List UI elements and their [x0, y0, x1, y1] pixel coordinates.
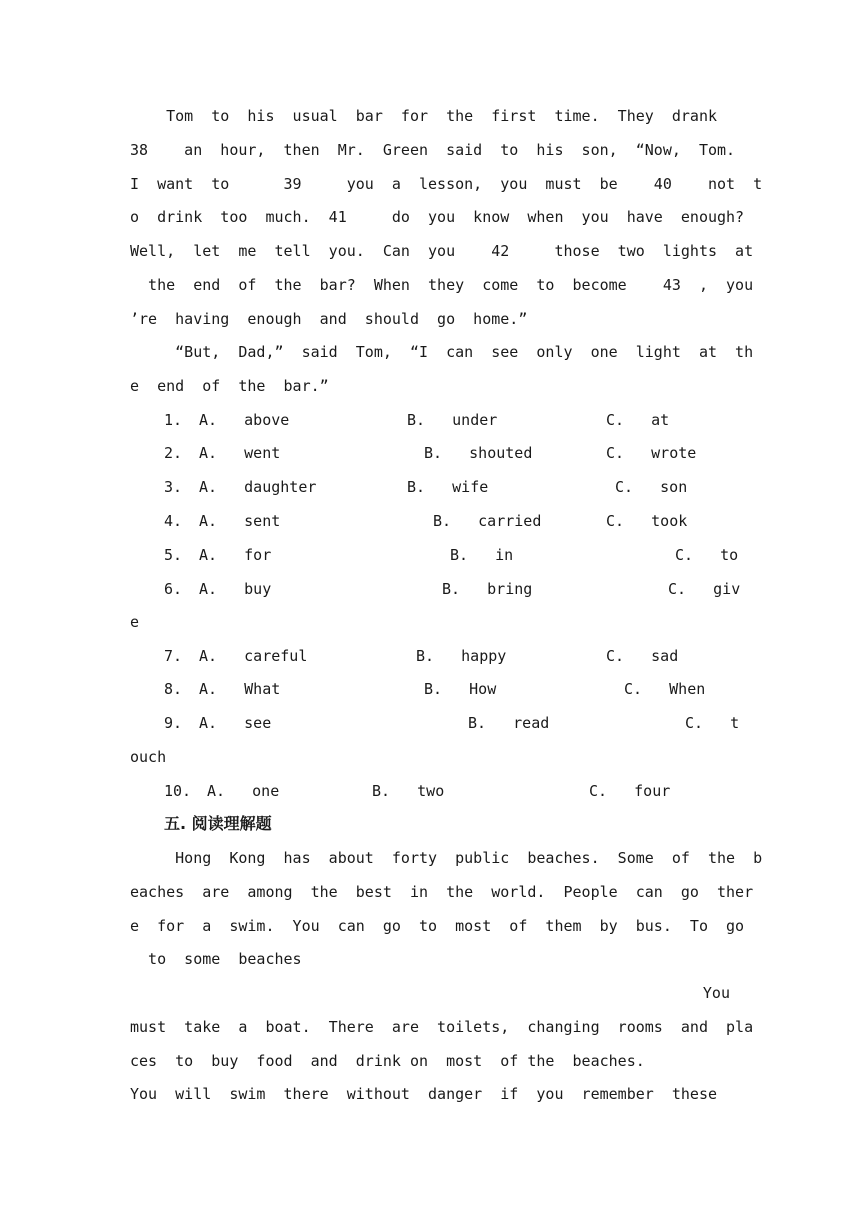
reading-line: to some beaches: [130, 950, 302, 968]
option-c: C. son: [615, 478, 688, 496]
reading-line: must take a boat. There are toilets, changing rooms and pla: [130, 1018, 754, 1036]
question-row: [130, 672, 730, 706]
question-number: 4.: [164, 512, 183, 530]
option-a: A. daughter: [199, 478, 317, 496]
question-number: 9.: [164, 714, 183, 732]
passage-line: e end of the bar.”: [130, 377, 329, 395]
reading-line: eaches are among the best in the world. People can go ther: [130, 883, 754, 901]
passage-line: Tom to his usual bar for the first time. They drank: [130, 107, 717, 125]
question-row: [130, 639, 730, 673]
option-c: C. wrote: [606, 444, 697, 462]
passage-line: o drink too much. 41 do you know when you have enough?: [130, 208, 745, 226]
option-b: B. happy: [416, 647, 507, 665]
question-row-continuation: [130, 605, 730, 639]
option-a: A. sent: [199, 512, 281, 530]
question-number: 6.: [164, 580, 183, 598]
question-row: [130, 504, 730, 538]
reading-line: ces to buy food and drink on most of the beaches.: [130, 1052, 645, 1070]
question-number: 1.: [164, 411, 183, 429]
option-c: C. giv: [668, 580, 741, 598]
question-number: 7.: [164, 647, 183, 665]
question-row: [130, 538, 739, 572]
option-c: C. took: [606, 512, 688, 530]
question-row: [130, 470, 730, 504]
question-row: [130, 403, 730, 437]
passage-line: “But, Dad,” said Tom, “I can see only one light at th: [130, 343, 754, 361]
option-c-continuation: ouch: [130, 748, 167, 766]
passage-line: I want to 39 you a lesson, you must be 40 not t: [130, 175, 763, 193]
option-c: C. t: [685, 714, 740, 732]
option-a: A. above: [199, 411, 290, 429]
option-a: A. What: [199, 680, 281, 698]
question-number: 10.: [164, 782, 192, 800]
option-c: C. sad: [606, 647, 679, 665]
option-c: C. four: [589, 782, 671, 800]
reading-line: e for a swim. You can go to most of them by bus. To go: [130, 917, 745, 935]
question-number: 5.: [164, 546, 183, 564]
passage-line: the end of the bar? When they come to become 43 , you: [130, 276, 754, 294]
option-a: A. see: [199, 714, 272, 732]
option-a: A. for: [199, 546, 272, 564]
question-row: [130, 774, 730, 808]
option-a: A. buy: [199, 580, 272, 598]
passage-line: ’re having enough and should go home.”: [130, 310, 528, 328]
question-number: 3.: [164, 478, 183, 496]
question-row: [130, 706, 740, 740]
option-a: A. one: [207, 782, 280, 800]
reading-line: You: [702, 984, 730, 1002]
passage-line: 38 an hour, then Mr. Green said to his son, “Now, Tom.: [130, 141, 736, 159]
option-b: B. bring: [442, 580, 533, 598]
section-heading: 五. 阅读理解题: [164, 814, 272, 833]
option-b: B. How: [424, 680, 497, 698]
option-b: B. carried: [433, 512, 542, 530]
option-c: C. When: [624, 680, 706, 698]
option-a: A. went: [199, 444, 281, 462]
option-b: B. in: [450, 546, 514, 564]
option-c: C. at: [606, 411, 670, 429]
option-c: C. to: [675, 546, 739, 564]
option-b: B. under: [407, 411, 498, 429]
passage-line: Well, let me tell you. Can you 42 those two lights at: [130, 242, 754, 260]
question-number: 2.: [164, 444, 183, 462]
option-c-continuation: e: [130, 613, 140, 631]
reading-line: You will swim there without danger if you remember these: [130, 1085, 717, 1103]
option-b: B. two: [372, 782, 445, 800]
question-row: [130, 436, 730, 470]
reading-line: Hong Kong has about forty public beaches. Some of the b: [130, 849, 763, 867]
option-a: A. careful: [199, 647, 308, 665]
question-row: [130, 572, 741, 606]
option-b: B. wife: [407, 478, 489, 496]
question-row-continuation: [130, 740, 730, 774]
option-b: B. shouted: [424, 444, 533, 462]
question-number: 8.: [164, 680, 183, 698]
option-b: B. read: [468, 714, 550, 732]
